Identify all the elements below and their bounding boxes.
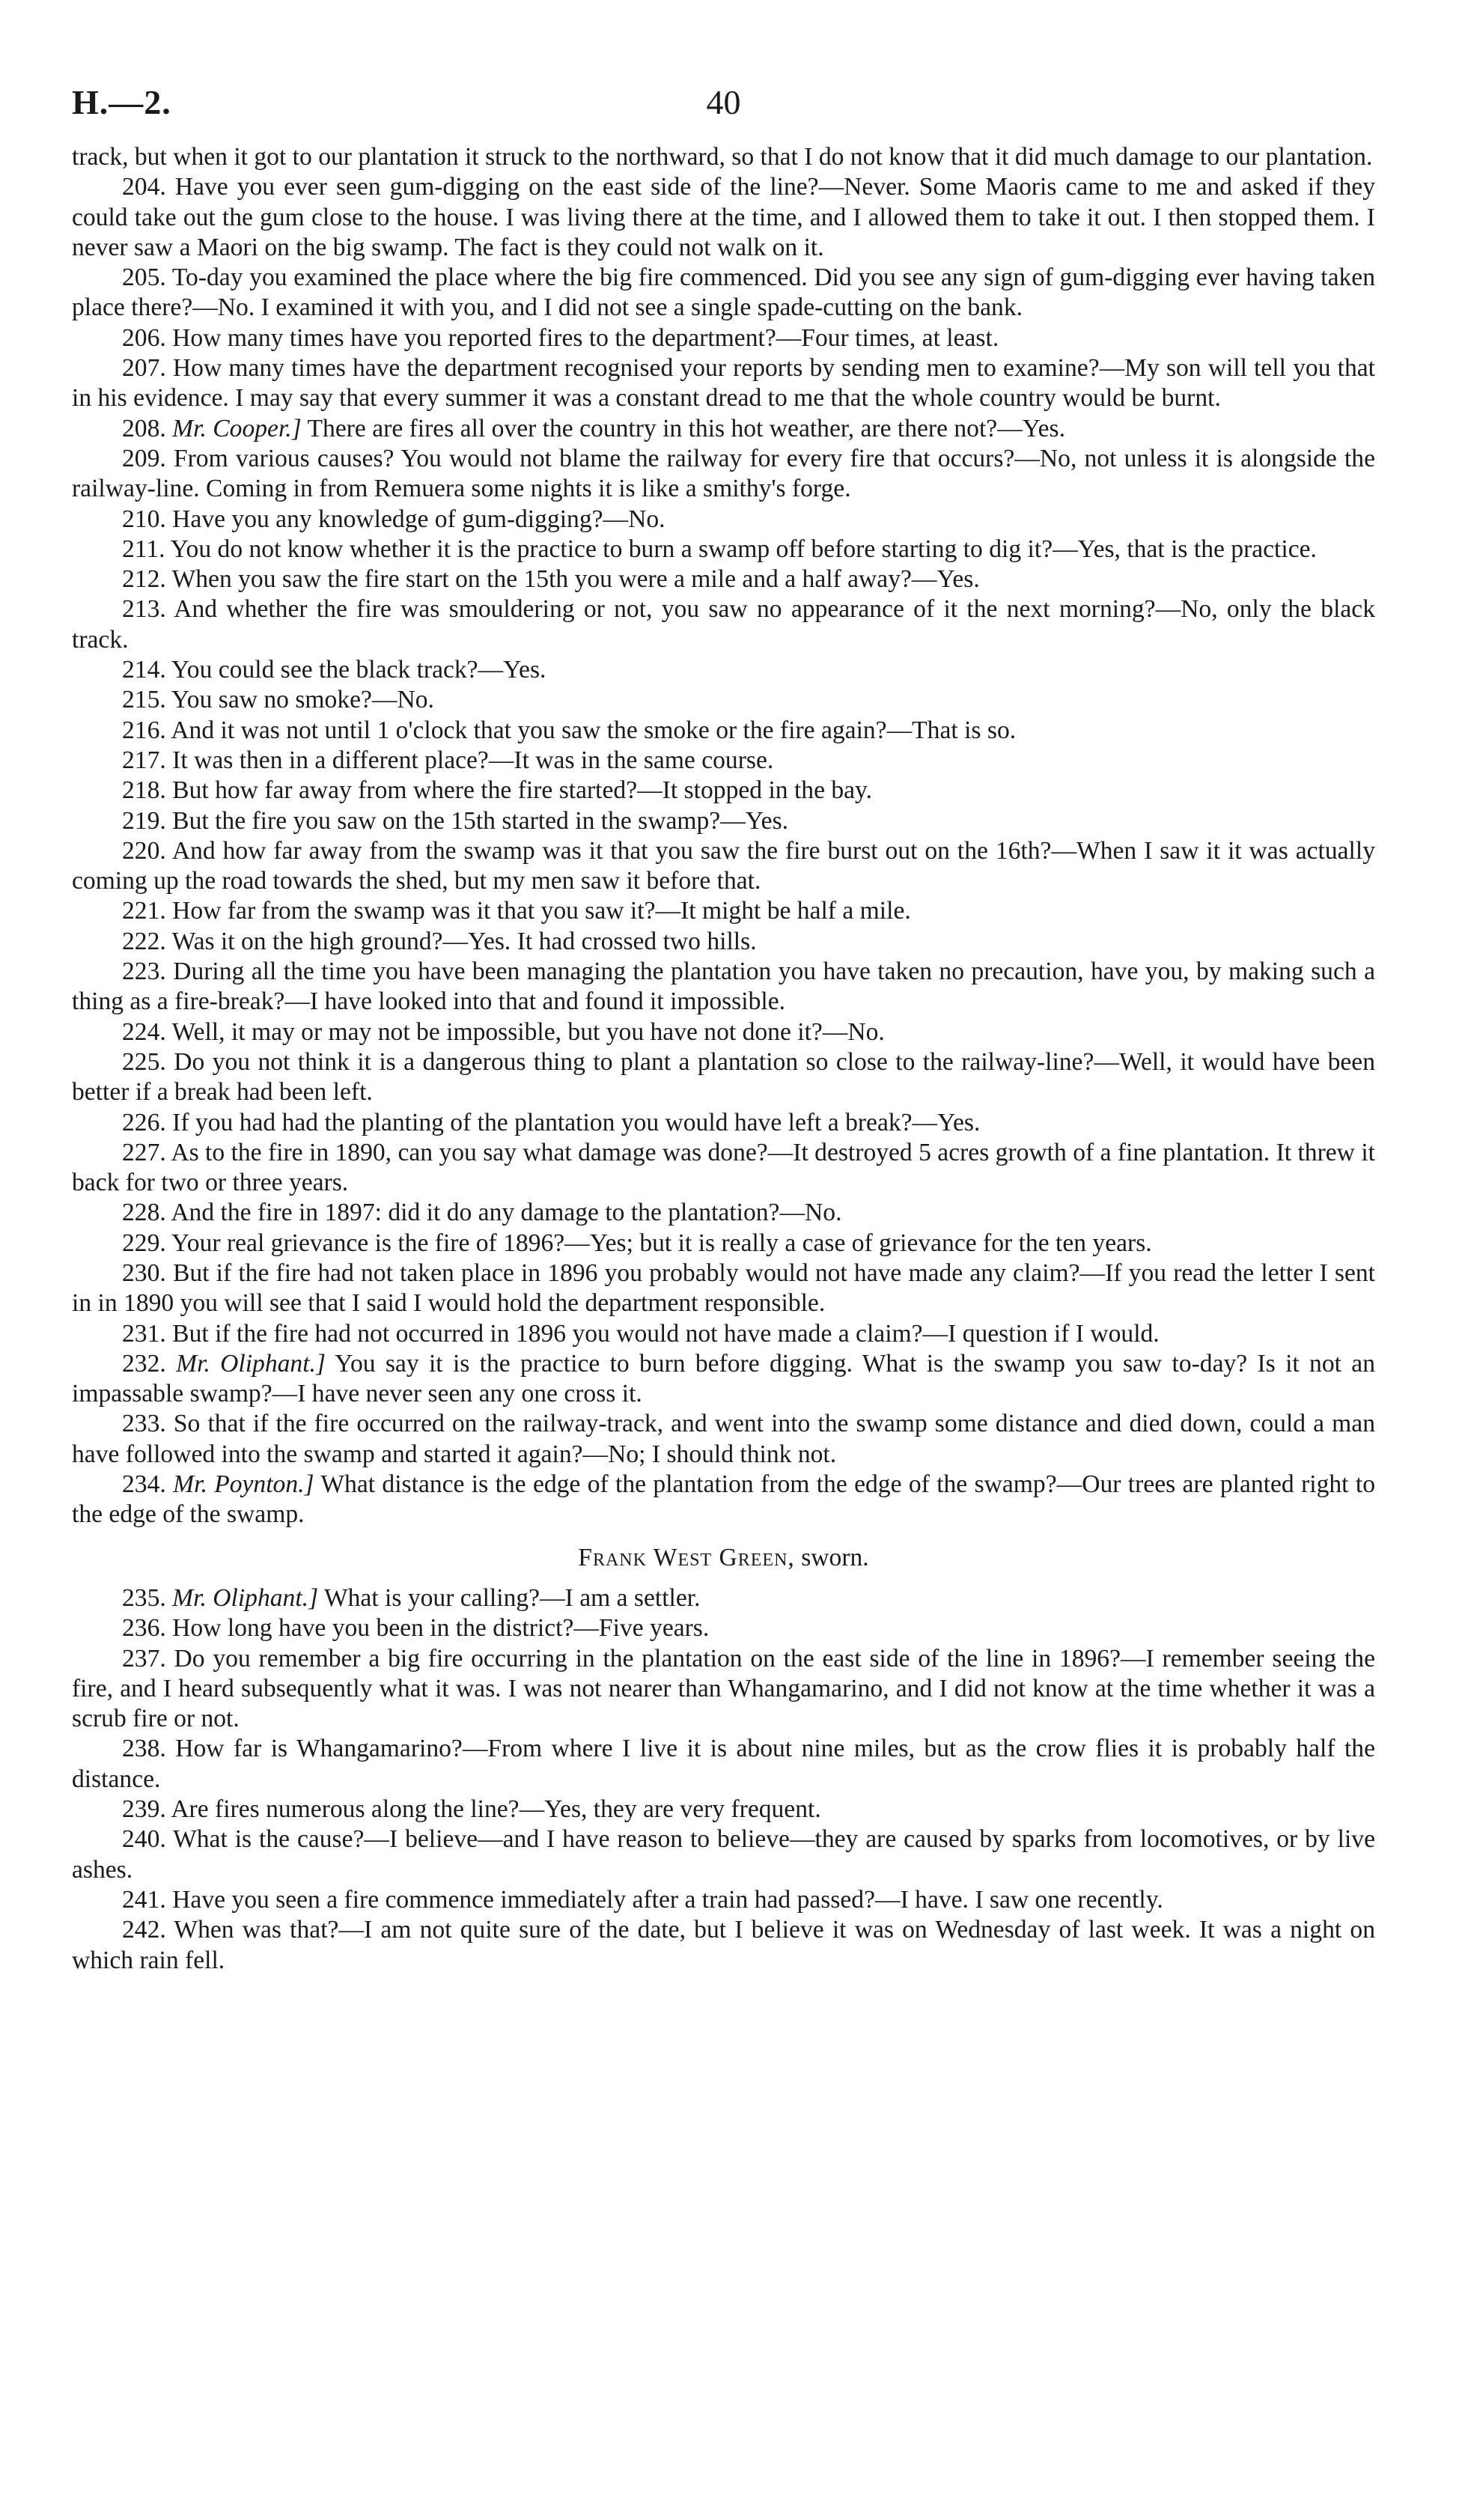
question-paragraph — [72, 535, 1375, 564]
question-paragraph — [72, 594, 1375, 655]
question-text: It was then in a different place?—It was in the same course. — [172, 746, 774, 774]
question-paragraph — [72, 1409, 1375, 1470]
question-text: Have you any knowledge of gum-digging?—No. — [172, 505, 665, 533]
question-paragraph — [72, 716, 1375, 746]
question-text: And the fire in 1897: did it do any damage to the plantation?—No. — [171, 1199, 842, 1227]
question-text: You say it is the practice to burn before digging. What is the swamp you saw to-day? Is it not an impassable swamp?—I have never seen any one cross it. — [72, 1349, 1375, 1408]
question-text: Have you ever seen gum-digging on the east side of the line?—Never. Some Maoris came to me and asked if they could take out the gum close to the house. I was living there at the time, and I allowed them to take it out. I then stopped them. I never saw a Maori on the big swamp. The fact is they could not walk on it. — [72, 173, 1375, 261]
question-text: You do not know whether it is the practice to burn a swamp off before starting to dig it?—Yes, that is the practice. — [170, 535, 1317, 563]
question-text: Have you seen a fire commence immediately after a train had passed?—I have. I saw one recently. — [172, 1885, 1163, 1914]
question-number: 212. — [122, 565, 166, 594]
document-page — [72, 82, 1375, 1976]
question-text: How many times have you reported fires to the department?—Four times, at least. — [172, 323, 999, 352]
question-text: How long have you been in the district?—Five years. — [172, 1614, 710, 1643]
question-number: 225. — [122, 1047, 166, 1076]
question-number: 210. — [122, 505, 166, 533]
question-text: So that if the fire occurred on the railway-track, and went into the swamp some distance and died down, could a man have followed into the swamp and started it again?—No; I should think not. — [72, 1410, 1375, 1468]
question-paragraph — [72, 505, 1375, 535]
question-text: But if the fire had not taken place in 1896 you probably would not have made any claim?—If you read the letter I sent in in 1890 you will see that I said I would hold the department responsible. — [72, 1259, 1375, 1318]
question-text: And how far away from the swamp was it that you saw the fire burst out on the 16th?—When I saw it it was actually coming up the road towards the shed, but my men saw it before that. — [72, 836, 1375, 895]
question-paragraph — [72, 1795, 1375, 1824]
question-number: 235. — [122, 1583, 166, 1612]
question-number: 236. — [122, 1614, 166, 1643]
question-number: 231. — [122, 1319, 166, 1348]
question-number: 211. — [122, 535, 165, 563]
question-paragraph — [72, 353, 1375, 414]
question-paragraph — [72, 1885, 1375, 1915]
question-number: 237. — [122, 1644, 166, 1673]
question-text: What distance is the edge of the plantation from the edge of the swamp?—Our trees are planted right to the edge of the swamp. — [72, 1470, 1375, 1529]
question-paragraph — [72, 806, 1375, 836]
question-paragraph — [72, 1734, 1375, 1795]
question-text: And it was not until 1 o'clock that you saw the smoke or the fire again?—That is so. — [171, 716, 1017, 744]
question-paragraph — [72, 1108, 1375, 1138]
question-paragraph — [72, 927, 1375, 957]
question-number: 221. — [122, 897, 166, 925]
question-paragraph — [72, 957, 1375, 1017]
question-paragraph — [72, 323, 1375, 353]
question-number: 220. — [122, 836, 166, 865]
question-paragraph — [72, 564, 1375, 594]
question-number: 223. — [122, 958, 166, 986]
question-number: 222. — [122, 927, 166, 955]
question-text: Do you not think it is a dangerous thing to plant a plantation so close to the railway-line?—Well, it would have been better if a break had been left. — [72, 1047, 1375, 1107]
question-number: 241. — [122, 1885, 166, 1914]
question-text: When you saw the fire start on the 15th you were a mile and a half away?—Yes. — [171, 565, 980, 594]
question-number: 206. — [122, 323, 166, 352]
witness-heading — [72, 1543, 1375, 1573]
question-text: From various causes? You would not blame the railway for every fire that occurs?—No, not unless it is alongside the railway-line. Coming in from Remuera some nights it is like a smithy's forge. — [72, 444, 1375, 503]
question-text: During all the time you have been managing the plantation you have taken no precaution, have you, by making such a thing as a fire-break?—I have looked into that and found it impossible. — [72, 958, 1375, 1016]
question-number: 218. — [122, 776, 166, 805]
question-number: 226. — [122, 1108, 166, 1136]
question-paragraph — [72, 1319, 1375, 1349]
question-paragraph — [72, 746, 1375, 776]
question-paragraph — [72, 444, 1375, 505]
question-text: What is your calling?—I am a settler. — [323, 1583, 701, 1612]
question-text: Well, it may or may not be impossible, but you have not done it?—No. — [171, 1017, 885, 1046]
question-paragraph — [72, 1047, 1375, 1108]
question-number: 228. — [122, 1199, 166, 1227]
question-paragraph — [72, 1915, 1375, 1976]
question-number: 216. — [122, 716, 166, 744]
question-text: You saw no smoke?—No. — [171, 686, 434, 714]
question-number: 219. — [122, 806, 166, 835]
question-paragraph — [72, 1198, 1375, 1228]
question-number: 230. — [122, 1259, 166, 1287]
question-number: 224. — [122, 1017, 166, 1046]
witness-name: Frank West Green, — [578, 1543, 795, 1571]
question-number: 205. — [122, 264, 166, 292]
question-text: How many times have the department recognised your reports by sending men to examine?—My son will tell you that in his evidence. I may say that every summer it was a constant dread to me that the whole country would be burnt. — [72, 354, 1375, 413]
question-text: When was that?—I am not quite sure of the date, but I believe it was on Wednesday of last week. It was a night on which rain fell. — [72, 1916, 1375, 1974]
question-paragraph — [72, 896, 1375, 926]
question-text: If you had had the planting of the plantation you would have left a break?—Yes. — [172, 1108, 981, 1136]
question-paragraph — [72, 655, 1375, 685]
question-paragraph — [72, 1017, 1375, 1047]
question-number: 242. — [122, 1916, 166, 1944]
question-text: What is the cause?—I believe—and I have reason to believe—they are caused by sparks from locomotives, or by live ashes. — [72, 1825, 1375, 1884]
question-text: Do you remember a big fire occurring in the plantation on the east side of the line in 1896?—I remember seeing the fire, and I heard subsequently what it was. I was not nearer than Whangamarino, and I did not know at the time whether it was a scrub fire or not. — [72, 1644, 1375, 1733]
document-reference: H.—2. — [72, 83, 171, 121]
question-paragraph — [72, 1644, 1375, 1735]
question-paragraph — [72, 1229, 1375, 1259]
question-number: 240. — [122, 1825, 166, 1854]
question-paragraph — [72, 776, 1375, 806]
question-paragraph — [72, 1470, 1375, 1530]
question-paragraph — [72, 1824, 1375, 1885]
question-paragraph — [72, 263, 1375, 323]
question-text: How far is Whangamarino?—From where I live it is about nine miles, but as the crow flies it is probably half the distance. — [72, 1735, 1375, 1793]
question-text: But how far away from where the fire started?—It stopped in the bay. — [172, 776, 873, 805]
question-text: To-day you examined the place where the big fire commenced. Did you see any sign of gum-digging ever having taken place there?—No. I examined it with you, and I did not see a single spade-cutting on the bank. — [72, 264, 1375, 322]
question-number: 229. — [122, 1229, 166, 1257]
speaker-name: Mr. Oliphant.] — [172, 1583, 319, 1612]
question-number: 239. — [122, 1795, 166, 1824]
evidence-section — [72, 142, 1375, 1530]
question-paragraph — [72, 1138, 1375, 1199]
question-number: 227. — [122, 1138, 166, 1166]
page-header — [72, 82, 1375, 138]
question-text: As to the fire in 1890, can you say what damage was done?—It destroyed 5 acres growth of a fine plantation. It threw it back for two or three years. — [72, 1138, 1375, 1197]
question-text: But if the fire had not occurred in 1896 you would not have made a claim?—I question if I would. — [172, 1319, 1160, 1348]
question-paragraph — [72, 414, 1375, 444]
question-number: 233. — [122, 1410, 166, 1438]
question-paragraph — [72, 685, 1375, 715]
question-paragraph — [72, 1583, 1375, 1613]
question-number: 217. — [122, 746, 166, 774]
question-paragraph — [72, 142, 1375, 172]
question-number: 232. — [122, 1349, 166, 1378]
question-number: 214. — [122, 656, 166, 684]
question-text: But the fire you saw on the 15th started in the swamp?—Yes. — [172, 806, 789, 835]
question-text: Are fires numerous along the line?—Yes, they are very frequent. — [171, 1795, 821, 1824]
question-text: Was it on the high ground?—Yes. It had crossed two hills. — [171, 927, 757, 955]
witness-status: sworn. — [801, 1543, 869, 1571]
question-text: There are fires all over the country in this hot weather, are there not?—Yes. — [307, 414, 1066, 442]
question-text: Your real grievance is the fire of 1896?—Yes; but it is really a case of grievance for the ten years. — [171, 1229, 1152, 1257]
question-text: How far from the swamp was it that you saw it?—It might be half a mile. — [172, 897, 911, 925]
speaker-name: Mr. Oliphant.] — [176, 1349, 326, 1378]
page-number: 40 — [706, 83, 741, 121]
question-number: 204. — [122, 173, 166, 201]
question-text: You could see the black track?—Yes. — [171, 656, 546, 684]
question-number: 234. — [122, 1470, 166, 1499]
question-number: 215. — [122, 686, 166, 714]
question-paragraph — [72, 836, 1375, 897]
question-paragraph — [72, 1349, 1375, 1410]
question-text: And whether the fire was smouldering or not, you saw no appearance of it the next morning?—No, only the black track. — [72, 595, 1375, 654]
speaker-name: Mr. Cooper.] — [172, 414, 302, 442]
question-number: 208. — [122, 414, 166, 442]
question-number: 207. — [122, 354, 166, 383]
question-text: track, but when it got to our plantation it struck to the northward, so that I do not know that it did much damage to our plantation. — [72, 143, 1373, 171]
question-paragraph — [72, 172, 1375, 263]
question-paragraph — [72, 1259, 1375, 1319]
evidence-section — [72, 1583, 1375, 1976]
question-number: 209. — [122, 444, 166, 472]
document-body — [72, 142, 1375, 1976]
question-number: 238. — [122, 1735, 166, 1763]
question-number: 213. — [122, 595, 166, 624]
speaker-name: Mr. Poynton.] — [173, 1470, 314, 1499]
question-paragraph — [72, 1613, 1375, 1643]
